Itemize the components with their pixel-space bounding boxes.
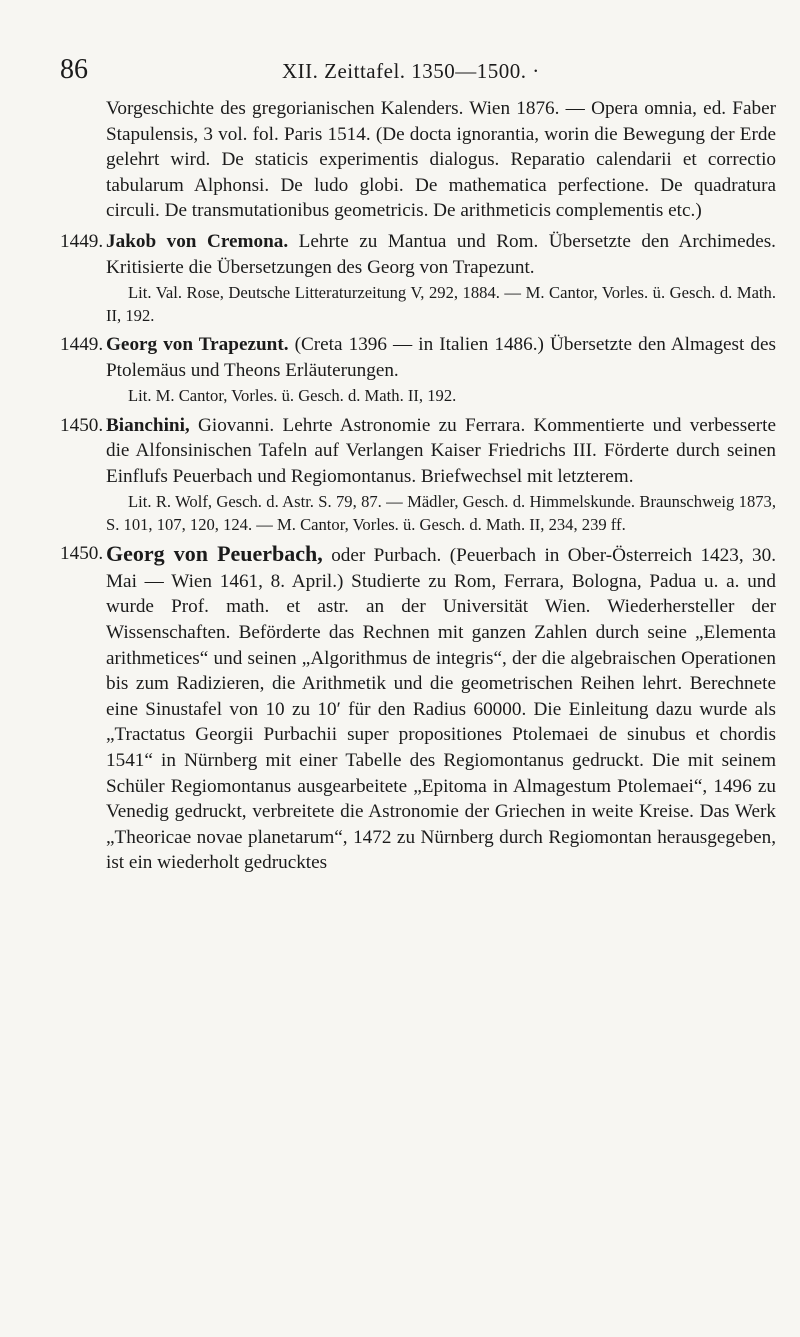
entry-text bbox=[106, 229, 776, 280]
entry-description: (Creta 1396 — in Italien 1486.) Übersetzte den Almagest des Ptolemäus und Theons Erläuterungen. bbox=[106, 333, 776, 381]
intro-paragraph: Vorgeschichte des gregorianischen Kalenders. Wien 1876. — Opera omnia, ed. Faber Stapulensis, 3 vol. fol. Paris 1514. (De docta ignorantia, worin die Bewegung der Erde gelehrt wird. De staticis experimentis dialogus. Reparatio calendarii et correctio tabularum Alphonsi. De ludo globi. De mathematica perfectione. De quadratura circuli. De transmutationibus geometricis. De arithmeticis complementis etc.) bbox=[106, 98, 776, 222]
entry-name: Jakob von Cremona. bbox=[106, 230, 289, 252]
entry-description: Lehrte zu Mantua und Rom. Übersetzte den Archimedes. Kritisierte die Übersetzungen des Georg von Trapezunt. bbox=[106, 230, 776, 278]
literature-note: Lit. Val. Rose, Deutsche Litteraturzeitung V, 292, 1884. — M. Cantor, Vorles. ü. Gesch. d. Math. II, 192. bbox=[106, 283, 776, 325]
entry-year: 1450. bbox=[60, 543, 104, 565]
literature-note: Lit. R. Wolf, Gesch. d. Astr. S. 79, 87. — Mädler, Gesch. d. Himmelskunde. Braunschweig 1873, S. 101, 107, 120, 124. — M. Cantor, Vorles. ü. Gesch. d. Math. II, 234, 239 ff. bbox=[106, 492, 776, 534]
entry-year: 1449. bbox=[60, 333, 104, 355]
entry-jakob-von-cremona bbox=[60, 229, 776, 327]
page-body bbox=[60, 96, 776, 876]
entry-year: 1449. bbox=[60, 230, 104, 252]
entry-text bbox=[106, 541, 776, 876]
entry-description: oder Purbach. (Peuerbach in Ober-Österreich 1423, 30. Mai — Wien 1461, 8. April.) Studierte zu Rom, Ferrara, Bologna, Padua u. a. und wurde Prof. math. et astr. an der Universität Wien. Wiederhersteller der Wissenschaften. Beförderte das Rechnen mit ganzen Zahlen durch seine „Elementa arithmetices“ und seinen „Algorithmus de integris“, der die algebraischen Operationen bis zum Radizieren, die Arithmetik und die geometrischen Reihen lehrt. Berechnete eine Sinustafel von 10 zu 10′ für den Radius 60000. Die Einleitung dazu wurde als „Tractatus Georgii Purbachii super propositiones Ptolemaei de sinubus et chordis 1541“ in Nürnberg mit einer Tabelle des Regiomontanus gedruckt. Die mit seinem Schüler Regiomontanus ausgearbeitete „Epitoma in Almagestum Ptolemaei“, 1496 zu Venedig gedruckt, verbreitete die Astronomie der Griechen in weite Kreise. Das Werk „Theoricae novae planetarum“, 1472 zu Nürnberg durch Regiomontan herausgegeben, ist ein wiederholt gedrucktes bbox=[106, 545, 776, 874]
entry-text bbox=[106, 332, 776, 383]
page-number: 86 bbox=[60, 54, 88, 85]
running-head: XII. Zeittafel. 1350—1500. · bbox=[282, 59, 540, 83]
page-header bbox=[60, 54, 760, 94]
entry-name: Georg von Peuerbach, bbox=[106, 541, 323, 567]
entry-name: Georg von Trapezunt. bbox=[106, 333, 289, 355]
entry-georg-von-trapezunt bbox=[60, 332, 776, 408]
entry-georg-von-peuerbach bbox=[60, 541, 776, 876]
entry-description: Giovanni. Lehrte Astronomie zu Ferrara. Kommentierte und verbesserte die Alfonsinischen Tafeln auf Verlangen Kaiser Friedrichs III. Förderte durch seinen Einflufs Peuerbach und Regiomontanus. Briefwechsel mit letzterem. bbox=[106, 414, 776, 487]
entry-bianchini bbox=[60, 413, 776, 537]
entry-text bbox=[106, 413, 776, 490]
literature-note: Lit. M. Cantor, Vorles. ü. Gesch. d. Math. II, 192. bbox=[128, 386, 457, 406]
entry-name: Bianchini, bbox=[106, 414, 190, 436]
entry-year: 1450. bbox=[60, 414, 104, 436]
